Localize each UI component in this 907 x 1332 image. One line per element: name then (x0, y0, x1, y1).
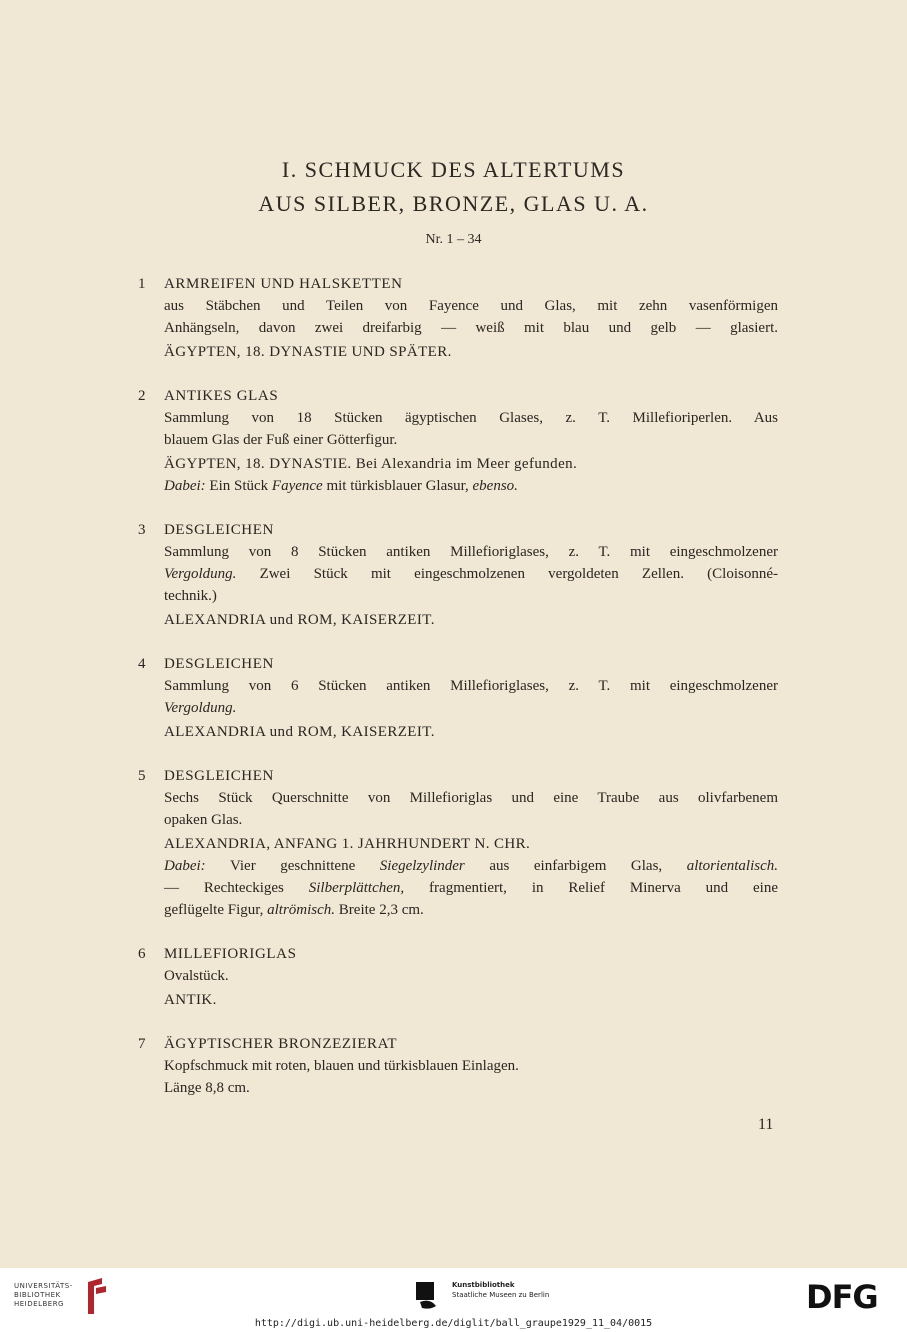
entry-number: 3 (138, 522, 146, 538)
catalog-entry-7 (138, 1033, 778, 1099)
entry-italic-word: Vergoldung. (164, 700, 237, 716)
entry-text-line: Länge 8,8 cm. (164, 1080, 250, 1096)
entry-text-line: Sammlung von 18 Stücken ägyptischen Glases, z. T. Millefioriperlen. Aus (164, 410, 778, 426)
page-title-line2: AUS SILBER, BRONZE, GLAS U. A. (258, 191, 649, 216)
entry-heading: DESGLEICHEN (164, 656, 274, 672)
entry-heading: ÄGYPTISCHER BRONZEZIERAT (164, 1036, 398, 1052)
page-url[interactable]: http://digi.ub.uni-heidelberg.de/diglit/ball_graupe1929_11_04/0015 (254, 1318, 653, 1329)
kunstbibliothek-label[interactable] (452, 1280, 549, 1300)
extra-italic: altrömisch. (267, 902, 336, 918)
entry-location: ALEXANDRIA und ROM, KAISERZEIT. (164, 612, 435, 628)
dabei-label: Dabei: (164, 478, 206, 494)
number-range: Nr. 1 – 34 (425, 232, 482, 247)
entry-location: ANTIK. (164, 992, 217, 1008)
entry-number: 1 (138, 276, 146, 292)
entry-extra-line (164, 877, 778, 899)
entry-heading: DESGLEICHEN (164, 522, 274, 538)
entry-location: ALEXANDRIA, ANFANG 1. JAHRHUNDERT N. CHR. (164, 836, 531, 852)
extra-text: Breite 2,3 cm. (335, 902, 424, 918)
entry-text-line: Kopfschmuck mit roten, blauen und türkisblauen Einlagen. (164, 1058, 519, 1074)
dabei-italic: Siegelzylinder (379, 858, 465, 874)
entry-text-line: Anhängseln, davon zwei dreifarbig — weiß mit blau und gelb — glasiert. (164, 320, 778, 336)
ub-label-line: UNIVERSITÄTS- (14, 1282, 73, 1290)
entry-text-line: blauem Glas der Fuß einer Götterfigur. (164, 432, 398, 448)
entry-heading: ARMREIFEN UND HALSKETTEN (164, 276, 403, 292)
entry-heading: ANTIKES GLAS (164, 388, 279, 404)
entry-dabei-line (164, 475, 778, 497)
entry-number: 2 (138, 388, 146, 404)
dabei-text: aus einfarbigem Glas, (464, 858, 687, 874)
entry-number: 4 (138, 656, 146, 672)
kb-name: Kunstbibliothek (452, 1281, 515, 1289)
extra-text: fragmentiert, in Relief Minerva und eine (404, 880, 778, 896)
ub-heidelberg-label[interactable] (14, 1282, 73, 1309)
extra-text: — Rechteckiges (164, 880, 309, 896)
page-number: 11 (758, 1116, 774, 1133)
catalog-entry-1 (138, 273, 778, 363)
ub-heidelberg-logo-icon[interactable] (84, 1276, 108, 1316)
entry-heading: DESGLEICHEN (164, 768, 274, 784)
entry-text-line: Ovalstück. (164, 968, 229, 984)
entry-location: ÄGYPTEN, 18. DYNASTIE UND SPÄTER. (164, 344, 452, 360)
dabei-text: mit türkisblauer Glasur, (322, 478, 473, 494)
extra-italic: Silberplättchen, (308, 880, 405, 896)
dfg-logo[interactable]: DFG (806, 1278, 878, 1316)
page-title-line1: I. SCHMUCK DES ALTERTUMS (281, 157, 626, 182)
entry-number: 5 (138, 768, 146, 784)
entry-text-line (164, 563, 778, 585)
catalog-entry-5 (138, 765, 778, 921)
entry-location: ALEXANDRIA und ROM, KAISERZEIT. (164, 724, 435, 740)
entry-location: ÄGYPTEN, 18. DYNASTIE. Bei Alexandria im Meer gefunden. (164, 456, 578, 472)
viewer-footer (0, 1268, 907, 1332)
entry-number: 6 (138, 946, 146, 962)
ub-label-line: BIBLIOTHEK (14, 1291, 61, 1299)
entry-text-rest: Zwei Stück mit eingeschmolzenen vergoldeten Zellen. (Cloisonné- (236, 566, 778, 582)
entry-text-line: Sechs Stück Querschnitte von Millefioriglas und eine Traube aus olivfarbenem (164, 790, 778, 806)
entry-extra-line (164, 899, 778, 921)
dabei-text: Vier geschnittene (205, 858, 380, 874)
entry-italic-word: Vergoldung. (164, 566, 237, 582)
entry-text-line: aus Stäbchen und Teilen von Fayence und Glas, mit zehn vasenförmigen (164, 298, 778, 314)
ub-label-line: HEIDELBERG (14, 1300, 64, 1308)
dabei-italic: Fayence (271, 478, 323, 494)
catalog-entry-3 (138, 519, 778, 631)
entry-text-line: Sammlung von 6 Stücken antiken Millefioriglases, z. T. mit eingeschmolzener (164, 678, 778, 694)
entry-text-line: technik.) (164, 588, 217, 604)
entry-number: 7 (138, 1036, 146, 1052)
dabei-text: Ein Stück (205, 478, 272, 494)
entry-text-line: Sammlung von 8 Stücken antiken Millefioriglases, z. T. mit eingeschmolzener (164, 544, 778, 560)
catalog-entries (138, 273, 778, 1121)
dabei-label: Dabei: (164, 858, 206, 874)
entry-heading: MILLEFIORIGLAS (164, 946, 297, 962)
kunstbibliothek-logo-icon[interactable] (414, 1280, 446, 1312)
catalog-entry-4 (138, 653, 778, 743)
catalog-entry-2 (138, 385, 778, 497)
dabei-italic: ebenso. (472, 478, 518, 494)
extra-text: geflügelte Figur, (164, 902, 268, 918)
entry-dabei-line (164, 855, 778, 877)
dabei-italic: altorientalisch. (686, 858, 778, 874)
catalog-entry-6 (138, 943, 778, 1011)
kb-subtitle: Staatliche Museen zu Berlin (452, 1291, 550, 1299)
entry-text-line: opaken Glas. (164, 812, 243, 828)
